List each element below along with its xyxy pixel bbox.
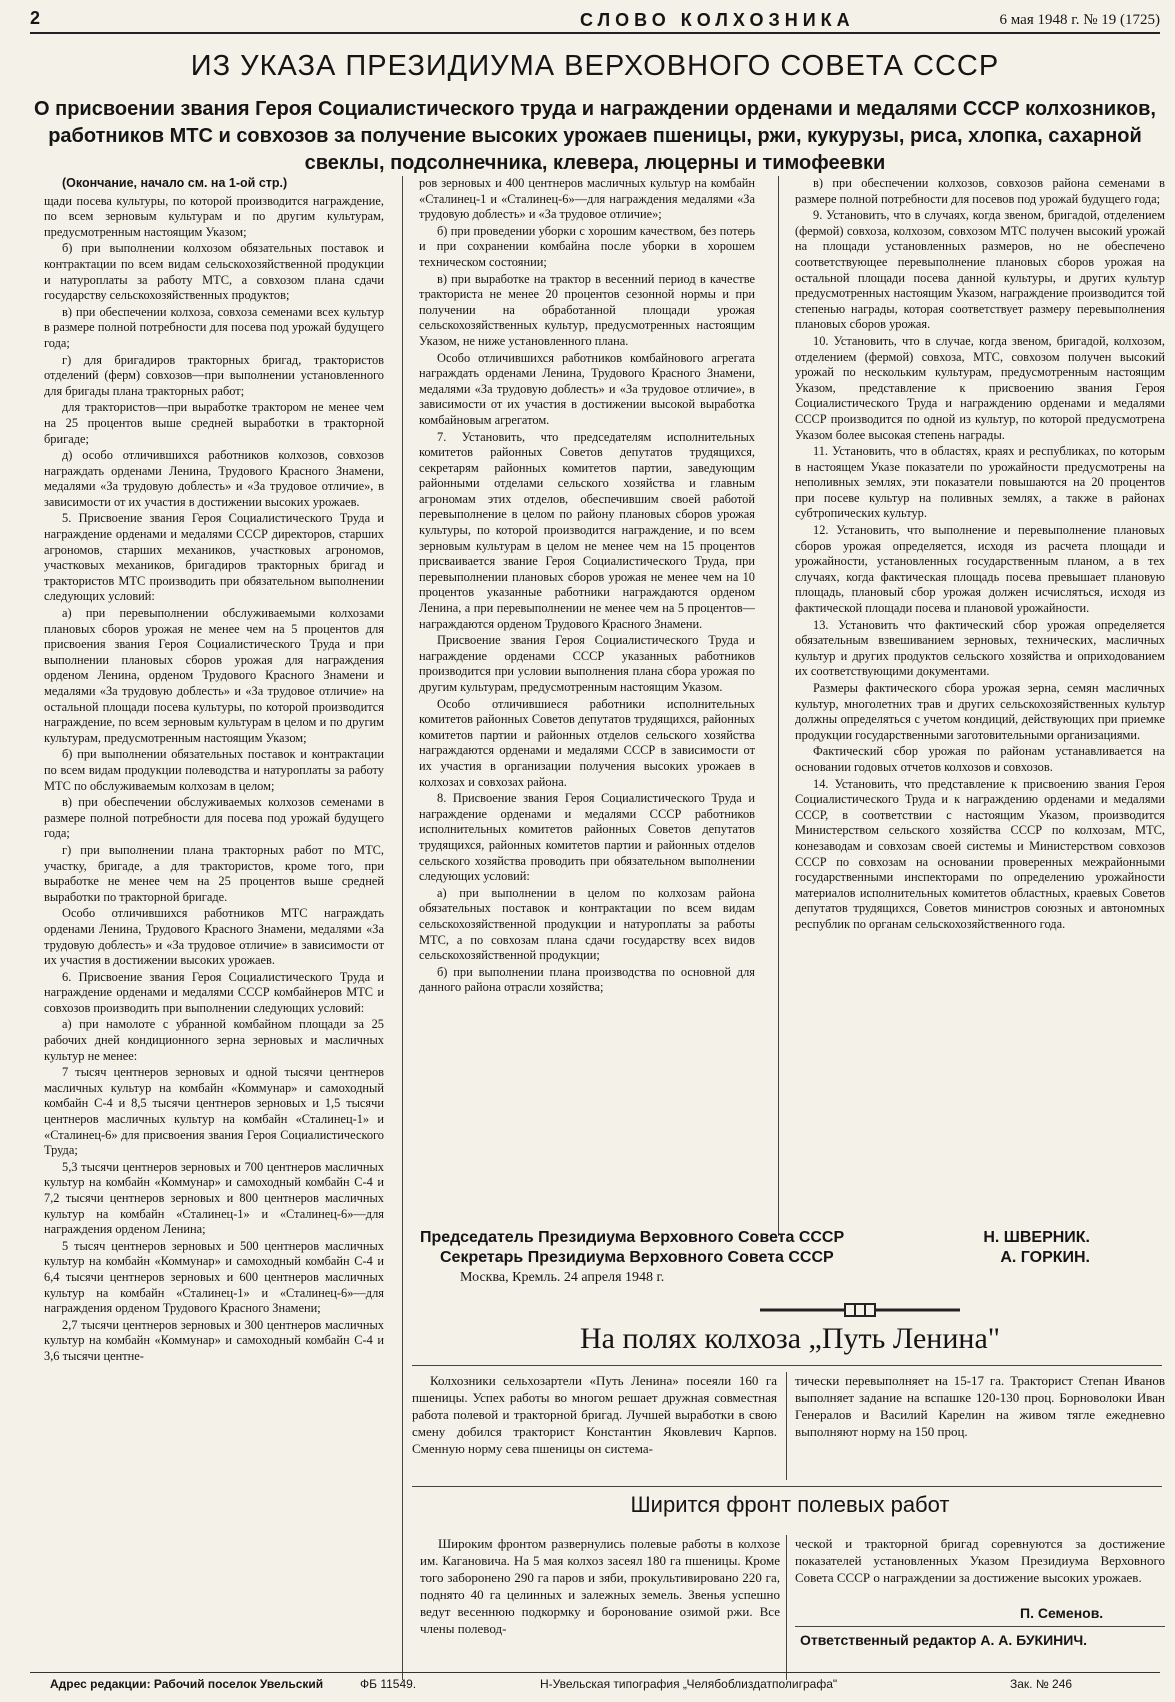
paragraph: б) при выполнении обязательных поставок и контрактации по всем видам продукции полеводства и натуроплаты за работу МТС по обслуживаемым колхозам в целом; xyxy=(44,747,384,793)
printer: Н-Увельская типография „Челябоблиздатполиграфа" xyxy=(540,1677,838,1691)
decree-column-3 xyxy=(795,176,1165,1248)
paragraph: щади посева культуры, по которой производится награждение, по всем зерновым культурам и по другим культурам, предусмотренным настоящим Указом; xyxy=(44,193,384,239)
paragraph: 2,7 тысячи центнеров зерновых и 300 центнеров масличных культур на комбайн «Коммунар» и самоходный комбайн С-4 и 3,6 тысячи центне- xyxy=(44,1317,384,1363)
paragraph: 10. Установить, что в случае, когда звеном, бригадой, колхозом, отделением (фермой) совхоза, МТС, совхозом получен высокий урожай по нескольким культурам, предусмотренным настоящим Указом, представление к присвоению звания Героя Социалистического Труда и награждению орденами и медалями СССР производится по одной из культур, по которой предусмотрена Указом более высокая степень награды. xyxy=(795,333,1165,442)
paragraph: а) при намолоте с убранной комбайном площади за 25 рабочих дней кондиционного зерна зерновых и масличных культур не менее: xyxy=(44,1017,384,1063)
decree-column-2 xyxy=(419,176,755,1216)
article-text xyxy=(795,1372,1165,1480)
paragraph: б) при проведении уборки с хорошим качеством, без потерь и при сохранении комбайна после уборки в хорошем техническом состоянии; xyxy=(419,223,755,269)
column-rule xyxy=(778,176,779,1236)
decree-subheadline: О присвоении звания Героя Социалистического труда и награждении орденами и медалями СССР колхозников, работников МТС и совхозов за получение высоких урожаев пшеницы, ржи, кукурузы, риса, хлопка, сахарной свеклы, подсолнечника, клевера, люцерны и тимофеевки xyxy=(34,98,1156,174)
editorial-address: Адрес редакции: Рабочий поселок Увельский xyxy=(50,1677,324,1691)
paragraph: 7. Установить, что председателям исполнительных комитетов районных Советов депутатов трудящихся, секретарям районных комитетов партии, заведующим районными отделами сельского хозяйства и главным агрономам этих отделов, обеспечившим своей работой перевыполнение в целом по району плановых сборов урожая культуры, по которой производится награждение, и по всем зерновым культурам в целом не менее чем на 15 процентов присваивается звание Героя Социалистического Труда, при перевыполнении плановых сборов урожая не менее чем на 10 процентов указанные работники награждаются орденом Ленина, а при перевыполнении не менее чем на 5 процентов—награждаются орденом Трудового Красного Знамени. xyxy=(419,429,755,631)
paragraph: 14. Установить, что представление к присвоению звания Героя Социалистического Труда и к награждению орденами и медалями СССР, в соответствии с настоящим Указом, производится Министерством сельского хозяйства СССР по колхозам, МТС, конезаводам и совхозам своей системы и Министерством совхозов СССР по совхозам на основании проверенных межрайонными государственными инспекторами по определению урожайности материалов исполнительных комитетов областных, краевых Советов депутатов трудящихся, Советов министров союзных и автономных республик по органам сельскохозяйственного года. xyxy=(795,776,1165,931)
column-rule xyxy=(402,176,403,1680)
paragraph: Колхозники сельхозартели «Путь Ленина» посеяли 160 га пшеницы. Успех работы во многом решает дружная совместная работа полевой и тракторной бригад. Лучшей выработки в свою смену добился тракторист Константин Яковлевич Карпов. Сменную норму сева пшеницы он система- xyxy=(412,1373,777,1456)
paragraph: Особо отличившиеся работники исполнительных комитетов районных Советов депутатов трудящихся, районных комитетов партии и районных отделов сельского хозяйства награждаются орденами и медалями СССР в зависимости от их участия в организации получения высоких урожаев в колхозах и совхозах района. xyxy=(419,696,755,789)
divider xyxy=(412,1486,1162,1487)
paragraph: а) при перевыполнении обслуживаемыми колхозами плановых сборов урожая не менее чем на 5 процентов для присвоения звания Героя Социалистического Труда и при выполнении плановых сборов урожая для награждения орденом Ленина, орденом Трудового Красного Знамени и медалями «За трудовую доблесть» и «За трудовое отличие» на остальной площади посева культуры, по которой производится награждение, по всем зерновым культурам в целом и по другим культурам, предусмотренным настоящим Указом; xyxy=(44,606,384,745)
paragraph: в) при обеспечении колхозов, совхозов района семенами в размере полной потребности для посевов под урожай будущего года; xyxy=(795,176,1165,206)
paragraph: 11. Установить, что в областях, краях и республиках, по которым в настоящем Указе показатели по урожайности предусмотрены на неполивных землях, эти показатели повышаются на 20 процентов при посеве культур на поливных землях, а также в районах субтропических культур. xyxy=(795,444,1165,521)
order-number: Зак. № 246 xyxy=(1010,1677,1073,1691)
paragraph: 8. Присвоение звания Героя Социалистического Труда и награждение орденами и медалями СССР работников исполнительных комитетов районных Советов депутатов трудящихся, районных комитетов партии и районных отделов сельского хозяйства проводить при обязательном выполнении следующих условий: xyxy=(419,791,755,884)
paragraph: д) особо отличившихся работников колхозов, совхозов награждать орденами Ленина, Трудового Красного Знамени, медалями «За трудовую доблесть» и «За трудовое отличие», в зависимости от их участия в достижении высоких урожаев. xyxy=(44,448,384,509)
signatory-role: Председатель Президиума Верховного Совета СССР xyxy=(420,1229,845,1246)
editor-credit: Ответственный редактор А. А. БУКИНИЧ. xyxy=(800,1632,1088,1648)
signatory-name: Н. ШВЕРНИК. xyxy=(983,1229,1090,1246)
paragraph: тически перевыполняет на 15-17 га. Тракторист Степан Иванов выполняет задание на вспашке 120-130 проц. Борноволоки Иван Генералов и Василий Карелин на живом тягле ежедневно выполняют норму на 150 проц. xyxy=(795,1373,1165,1439)
page-number: 2 xyxy=(30,8,41,28)
column-rule xyxy=(786,1535,787,1680)
decree-column-1 xyxy=(44,176,384,1680)
continuation-note: (Окончание, начало см. на 1-ой стр.) xyxy=(62,176,288,190)
paragraph: г) при выполнении плана тракторных работ по МТС, участку, бригаде, а для трактористов, кроме того, при выработке не менее чем на 25 процентов выше средней выработки по тракторной бригаде. xyxy=(44,842,384,904)
newspaper-title: СЛОВО КОЛХОЗНИКА xyxy=(580,10,855,30)
paragraph: Особо отличившихся работников комбайнового агрегата награждать орденами Ленина, Трудового Красного Знамени, медалями «За трудовую доблесть» и «За трудовое отличие», в зависимости от их участия в достижении высокой выработка комбайновым агрегатом. xyxy=(419,350,755,427)
paragraph: б) при выполнении плана производства по основной для данного района отрасли хозяйства; xyxy=(419,964,755,995)
paragraph: в) при выработке на трактор в весенний период в качестве тракториста не менее 20 процентов сезонной нормы и при получении на обработанной площади урожая сельскохозяйственных культур, предусмотренных настоящим Указом, не ниже установленного плана. xyxy=(419,271,755,348)
ornament-divider-icon xyxy=(760,1302,960,1318)
column-rule xyxy=(786,1372,787,1480)
paragraph: 12. Установить, что выполнение и перевыполнение плановых сборов урожая определяется, исходя из расчета площади и урожайности, установленных государственным планом, а в тех случаях, когда фактическая площадь посева превышает плановую площадь, плановый сбор урожая должен исчисляться, исходя из фактической площади посева и плановой урожайности. xyxy=(795,523,1165,616)
page-footer xyxy=(30,1672,1160,1697)
article-text xyxy=(412,1372,777,1480)
article-title: Ширится фронт полевых работ xyxy=(630,1492,950,1517)
signature-row xyxy=(420,1248,1150,1268)
signatory-name: А. ГОРКИН. xyxy=(1000,1249,1090,1266)
signature-block xyxy=(420,1228,1150,1288)
paragraph: а) при выполнении в целом по колхозам района обязательных поставок и контрактации по всем видам сельскохозяйственной продукции и натуроплаты за работы МТС, а по совхозам плана сдачи государству всех видов сельскохозяйственной продукции; xyxy=(419,885,755,963)
paragraph: для трактористов—при выработке трактором не менее чем на 25 процентов выше средней выработки в тракторной бригаде; xyxy=(44,400,384,446)
paragraph: Размеры фактического сбора урожая зерна, семян масличных культур, многолетних трав и других сельскохозяйственных культур должны определяться с учетом кондиций, действующих при приемке продукции государственными заготовительными организациями. xyxy=(795,681,1165,742)
article-text xyxy=(420,1535,780,1680)
paragraph: г) для бригадиров тракторных бригад, трактористов отделений (ферм) совхозов—при выполнении установленного для бригады плана тракторных работ; xyxy=(44,352,384,398)
masthead xyxy=(30,10,1160,34)
paragraph: 5,3 тысячи центнеров зерновых и 700 центнеров масличных культур на комбайн «Коммунар» и самоходный комбайн С-4 и 7,2 тысячи центнеров зерновых и 800 центнеров масличных культур на комбайн «Сталинец-1» и «Сталинец-6»—для награждения орденом Ленина; xyxy=(44,1159,384,1237)
article-title: На полях колхоза „Путь Ленина" xyxy=(579,1322,1000,1355)
paragraph: ческой и тракторной бригад соревнуются за достижение показателей установленных Указом Президиума Верховного Совета СССР о награждении за достижение высоких урожаев. xyxy=(795,1536,1165,1585)
paragraph: 7 тысяч центнеров зерновых и одной тысячи центнеров масличных культур на комбайн «Коммунар» и самоходный комбайн С-4 и 8,5 тысячи центнеров зерновых и 1,5 тысячи центнеров масличных культур на комбайн «Сталинец-1» и «Сталинец-6» для присвоения звания Героя Социалистического Труда; xyxy=(44,1065,384,1158)
paragraph: Присвоение звания Героя Социалистического Труда и награждение орденами СССР указанных работников производится при условии выполнения плана сбора урожая по другим культурам, предусмотренным настоящим Указом. xyxy=(419,633,755,694)
paragraph: 9. Установить, что в случаях, когда звеном, бригадой, отделением (фермой) совхоза, колхозом, совхозом МТС получен высокий урожай на площади установленных размеров, но не обеспечено соответствующее перевыполнение плановых сборов урожая на остальной площади посева данной культуры, и других культур предусмотренных настоящим Указом, награждение производится той степенью награды, которая соответствует размеру перевыполнения плановых сборов урожая. xyxy=(795,208,1165,332)
paragraph: Особо отличившихся работников МТС награждать орденами Ленина, Трудового Красного Знамени, медалями «За трудовую доблесть» и «За трудовое отличие» в зависимости от их участия в достижении высоких урожаев. xyxy=(44,906,384,968)
paragraph: в) при обеспечении колхоза, совхоза семенами всех культур в размере полной потребности для посева под урожай будущего года; xyxy=(44,304,384,350)
paragraph: ров зерновых и 400 центнеров масличных культур на комбайн «Сталинец-1 и «Сталинец-6»—для награждения медалями «За трудовую доблесть» и «За трудовое отличие»; xyxy=(419,176,755,222)
place-date: Москва, Кремль. 24 апреля 1948 г. xyxy=(460,1270,665,1285)
paragraph: Фактический сбор урожая по районам устанавливается на основании годовых отчетов колхозов и совхозов. xyxy=(795,744,1165,774)
signatory-role: Секретарь Президиума Верховного Совета СССР xyxy=(440,1249,834,1266)
paragraph: б) при выполнении колхозом обязательных поставок и контрактации по всем видам сельскохозяйственной продукции и натуроплаты за работу МТС, а совхозом плана сдачи государству сельскохозяйственных продуктов; xyxy=(44,241,384,303)
issue-date: 6 мая 1948 г. № 19 (1725) xyxy=(999,12,1160,28)
page-headline: ИЗ УКАЗА ПРЕЗИДИУМА ВЕРХОВНОГО СОВЕТА СССР xyxy=(190,50,1000,82)
paragraph: в) при обеспечении обслуживаемых колхозов семенами в размере полной потребности для посева под урожай будущего года; xyxy=(44,795,384,841)
paragraph: 5 тысяч центнеров зерновых и 500 центнеров масличных культур на комбайн «Коммунар» и самоходный комбайн С-4 и 6,4 тысячи центнеров зерновых и 600 центнеров масличных культур на комбайн «Сталинец-1» и «Сталинец-6»—для награждения орденом Трудового Красного Знамени; xyxy=(44,1238,384,1316)
article-text xyxy=(795,1535,1165,1605)
paragraph: 6. Присвоение звания Героя Социалистического Труда и награждение орденами и медалями СССР комбайнеров МТС и совхозов производить при выполнении следующих условий: xyxy=(44,969,384,1015)
paragraph: 5. Присвоение звания Героя Социалистического Труда и награждение орденами и медалями СССР директоров, старших агрономов, старших механиков, участковых агрономов, участковых механиков, бригадиров тракторных бригад и трактористов МТС производить при обязательном выполнении следующих условий: xyxy=(44,511,384,604)
article-byline: П. Семенов. xyxy=(1020,1605,1104,1621)
divider xyxy=(795,1626,1165,1627)
divider xyxy=(412,1365,1162,1366)
paragraph: 13. Установить что фактический сбор урожая определяется обязательным взвешиванием зерновых, технических, масличных культур и других продуктов сельского хозяйства и оприходованием их соответствующими документами. xyxy=(795,617,1165,679)
censor-code: ФБ 11549. xyxy=(360,1677,417,1691)
paragraph: Широким фронтом развернулись полевые работы в колхозе им. Кагановича. На 5 мая колхоз засеял 180 га пшеницы. Кроме того заборонено 290 га паров и зяби, прокультивировано 220 га, поднято 40 га целинных и залежных земель. Звенья успешно ведут весеннюю подкормку и боронование озимой ржи. Все члены полевод- xyxy=(420,1536,780,1636)
signature-row xyxy=(420,1228,1150,1248)
